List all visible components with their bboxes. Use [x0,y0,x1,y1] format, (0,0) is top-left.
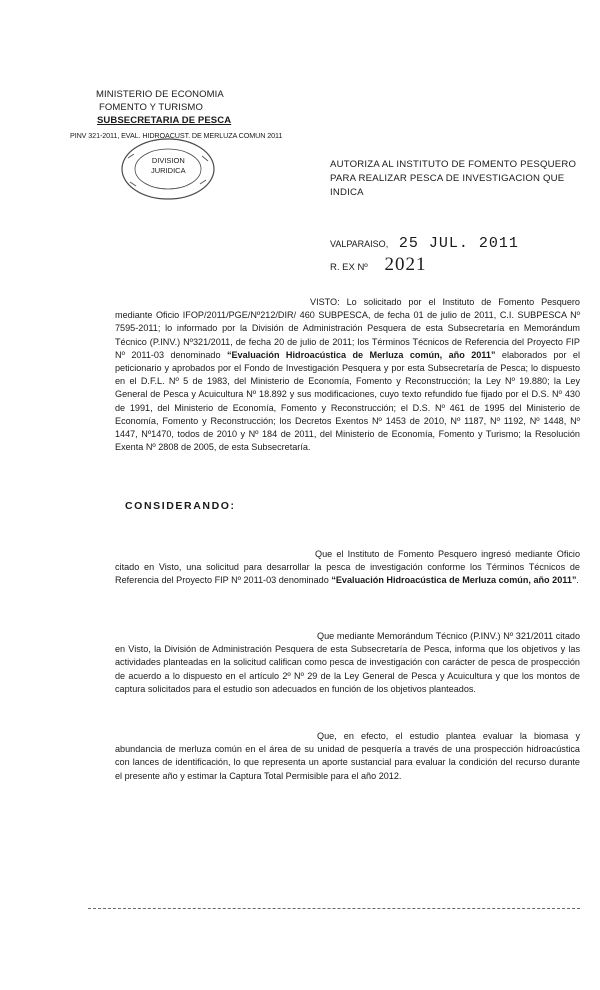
considerando-1 [115,548,580,588]
considerando-3 [115,730,580,783]
stamp-text [151,156,186,176]
stamp-line-juridica: JURIDICA [151,166,186,175]
subsecretaria-name: SUBSECRETARIA DE PESCA [97,115,232,126]
footer-divider [88,908,580,909]
resolution-date: 25 JUL. 2011 [398,235,519,252]
visto-paragraph [115,296,580,454]
considerando-1-title: “Evaluación Hidroacústica de Merluza común, año 2011” [331,575,577,586]
visto-project-title: “Evaluación Hidroacústica de Merluza común, año 2011” [226,349,496,360]
reference-line: PINV 321-2011, EVAL. HIDROACUST. DE MERLUZA COMUN 2011 [70,131,283,140]
ministry-name: MINISTERIO DE ECONOMIA [96,89,224,100]
resolution-number-line [330,254,426,276]
considerando-1-end: . [576,575,579,586]
place-and-date [330,235,519,252]
resolution-number: 2021 [384,254,427,275]
considerando-1-text: Que el Instituto de Fomento Pesquero ingresó mediante Oficio citado en Visto, una solicitud para desarrollar la pesca de investigación conforme los Términos Técnicos de Referencia del Proyecto FIP Nº 2011-03 denominado [115,549,580,586]
stamp-line-division: DIVISION [151,156,185,165]
considerando-2-text: Que mediante Memorándum Técnico (P.INV.) Nº 321/2011 citado en Visto, la División de Administración Pesquera de esta Subsecretaría de Pesca, informa que los objetivos y las actividades planteadas en la solicitud califican como pesca de investigación con carácter de pesca de prospección de acuerdo a lo dispuesto en el artículo 2º Nº 29 de la Ley General de Pesca y Acuicultura y que los montos de captura solicitados para el estudio son adecuados en función de los objetivos planteados. [115,631,580,694]
ministry-subtitle: FOMENTO Y TURISMO [99,102,203,113]
ministry-header [96,88,231,127]
visto-text-b: elaborados por el peticionario y aprobados por el Fondo de Investigación Pesquera y por esta Subsecretaría de Pesca; lo dispuesto en el D.F.L. Nº 5 de 1983, del Ministerio de Economía, Fomento y Reconstrucción; la Ley Nº 19.880; la Ley General de Pesca y Acuicultura Nº 18.892 y sus modificaciones, cuyo texto refundido fue fijado por el D.S. Nº 430 de 1991, del Ministerio de Economía, Fomento y Reconstrucción; el D.S. Nº 461 de 1995 del Ministerio de Economía, Fomento y Reconstrucción; los Decretos Exentos Nº 1453 de 2010, Nº 1187, Nº 1192, Nº 1448, Nº 1447, Nº1470, todos de 2010 y Nº 184 de 2011, del Ministerio de Economía, Fomento y Turismo; la Resolución Exenta Nº 2808 de 2005, de esta Subsecretaría. [115,349,580,453]
resolution-subject: AUTORIZA AL INSTITUTO DE FOMENTO PESQUERO PARA REALIZAR PESCA DE INVESTIGACION QUE INDICA [330,159,577,198]
considerando-3-text: Que, en efecto, el estudio plantea evaluar la biomasa y abundancia de merluza común en el área de su unidad de pesquería a través de una prospección hidroacústica con lances de identificación, lo que representa un aporte sustancial para evaluar la condición del recurso durante el presente año y estimar la Captura Total Permisible para el año 2012. [115,731,580,781]
resolution-number-label: R. EX Nº [330,262,368,273]
considerando-heading: CONSIDERANDO: [125,500,236,512]
considerando-2 [115,630,580,696]
visto-text-a: VISTO: Lo solicitado por el Instituto de Fomento Pesquero mediante Oficio IFOP/2011/PGE/Nº212/DIR/ 460 SUBPESCA, de fecha 01 de julio de 2011, C.I. SUBPESCA Nº 7595-2011; lo informado por la División de Administración Pesquera de esta Subsecretaría en Memorándum Técnico (P.INV.) Nº321/2011, de fecha 20 de julio de 2011; los Términos Técnicos de Referencia del Proyecto FIP Nº 2011-03 denominado [115,297,580,360]
city: VALPARAISO, [330,239,389,249]
